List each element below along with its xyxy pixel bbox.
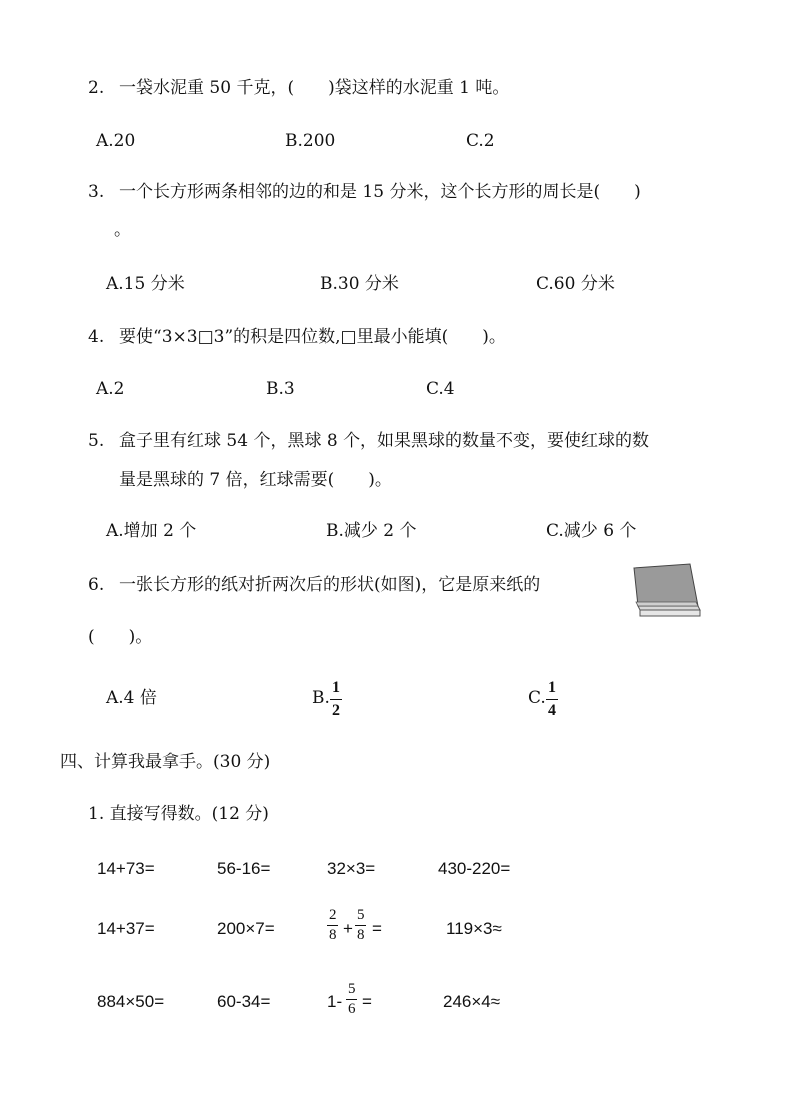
q2-option-a[interactable]: A.20 [96, 131, 136, 151]
fraction-bar [346, 999, 357, 1000]
question-5-continuation: 量是黑球的 7 倍，红球需要( )。 [119, 470, 392, 490]
q2-option-c[interactable]: C.2 [466, 131, 495, 151]
q6-option-a[interactable]: A.4 倍 [106, 688, 157, 708]
calc-item: 56-16= [217, 859, 271, 878]
question-6-continuation: ( )。 [88, 627, 153, 647]
fraction-denominator: 6 [348, 1001, 356, 1017]
q3-option-b[interactable]: B.30 分米 [320, 274, 399, 294]
q5-option-b[interactable]: B.减少 2 个 [326, 521, 417, 541]
equals-sign: = [362, 992, 372, 1011]
question-3-number: 3. [88, 182, 105, 202]
q5-option-a[interactable]: A.增加 2 个 [106, 521, 197, 541]
calc-item: 119×3≈ [446, 919, 502, 938]
calc-item: 200×7= [217, 919, 275, 938]
fraction-denominator: 2 [332, 702, 340, 719]
fraction-denominator: 4 [548, 702, 556, 719]
fraction-numerator: 1 [332, 679, 340, 696]
question-2-text: 一袋水泥重 50 千克，( )袋这样的水泥重 1 吨。 [119, 78, 510, 98]
fraction-numerator: 5 [348, 981, 356, 997]
question-6-text: 一张长方形的纸对折两次后的形状(如图)，它是原来纸的 [119, 575, 541, 595]
plus-sign: + [343, 919, 353, 938]
question-5-text: 盒子里有红球 54 个，黑球 8 个，如果黑球的数量不变，要使红球的数 [119, 431, 650, 451]
q5-option-c[interactable]: C.减少 6 个 [546, 521, 637, 541]
fraction-numerator: 5 [357, 907, 365, 923]
q4-option-b[interactable]: B.3 [266, 379, 295, 399]
q6-option-b-prefix[interactable]: B. [312, 688, 330, 708]
fraction-numerator: 1 [548, 679, 556, 696]
question-4-number: 4. [88, 327, 105, 347]
calc-fraction [355, 908, 367, 943]
q3-option-c[interactable]: C.60 分米 [536, 274, 615, 294]
fraction-bar [327, 925, 338, 926]
calc-fraction [346, 982, 358, 1017]
q6-option-c-fraction [546, 680, 558, 719]
question-2-number: 2. [88, 78, 105, 98]
equals-sign: = [372, 919, 382, 938]
calc-item: 14+37= [97, 919, 155, 938]
section-4-heading: 四、计算我最拿手。(30 分) [60, 752, 271, 772]
question-3-continuation: 。 [114, 220, 131, 240]
calc-item: 246×4≈ [443, 992, 501, 1011]
fraction-denominator: 8 [329, 927, 337, 943]
q4-option-a[interactable]: A.2 [96, 379, 125, 399]
calc-item: 884×50= [97, 992, 165, 1011]
q6-option-b-fraction [330, 680, 342, 719]
fraction-bar [330, 699, 342, 700]
fraction-bar [546, 699, 558, 700]
fraction-bar [355, 925, 366, 926]
q4-option-c[interactable]: C.4 [426, 379, 455, 399]
calc-item: 14+73= [97, 859, 155, 878]
question-6-number: 6. [88, 575, 105, 595]
q2-option-b[interactable]: B.200 [285, 131, 336, 151]
calc-item: 32×3= [327, 859, 376, 878]
question-5-number: 5. [88, 431, 105, 451]
fraction-numerator: 2 [329, 907, 337, 923]
folded-paper-figure [630, 562, 702, 618]
question-3-text: 一个长方形两条相邻的边的和是 15 分米，这个长方形的周长是( ) [119, 182, 641, 202]
calc-fraction [327, 908, 339, 943]
part-1-heading: 1. 直接写得数。(12 分) [88, 804, 269, 824]
q3-option-a[interactable]: A.15 分米 [106, 274, 185, 294]
fraction-denominator: 8 [357, 927, 365, 943]
calc-item: 430-220= [438, 859, 511, 878]
calc-item: 60-34= [217, 992, 271, 1011]
question-4-text: 要使“3×3□3”的积是四位数,□里最小能填( )。 [119, 327, 506, 347]
q6-option-c-prefix[interactable]: C. [528, 688, 546, 708]
calc-prefix: 1- [327, 992, 343, 1011]
